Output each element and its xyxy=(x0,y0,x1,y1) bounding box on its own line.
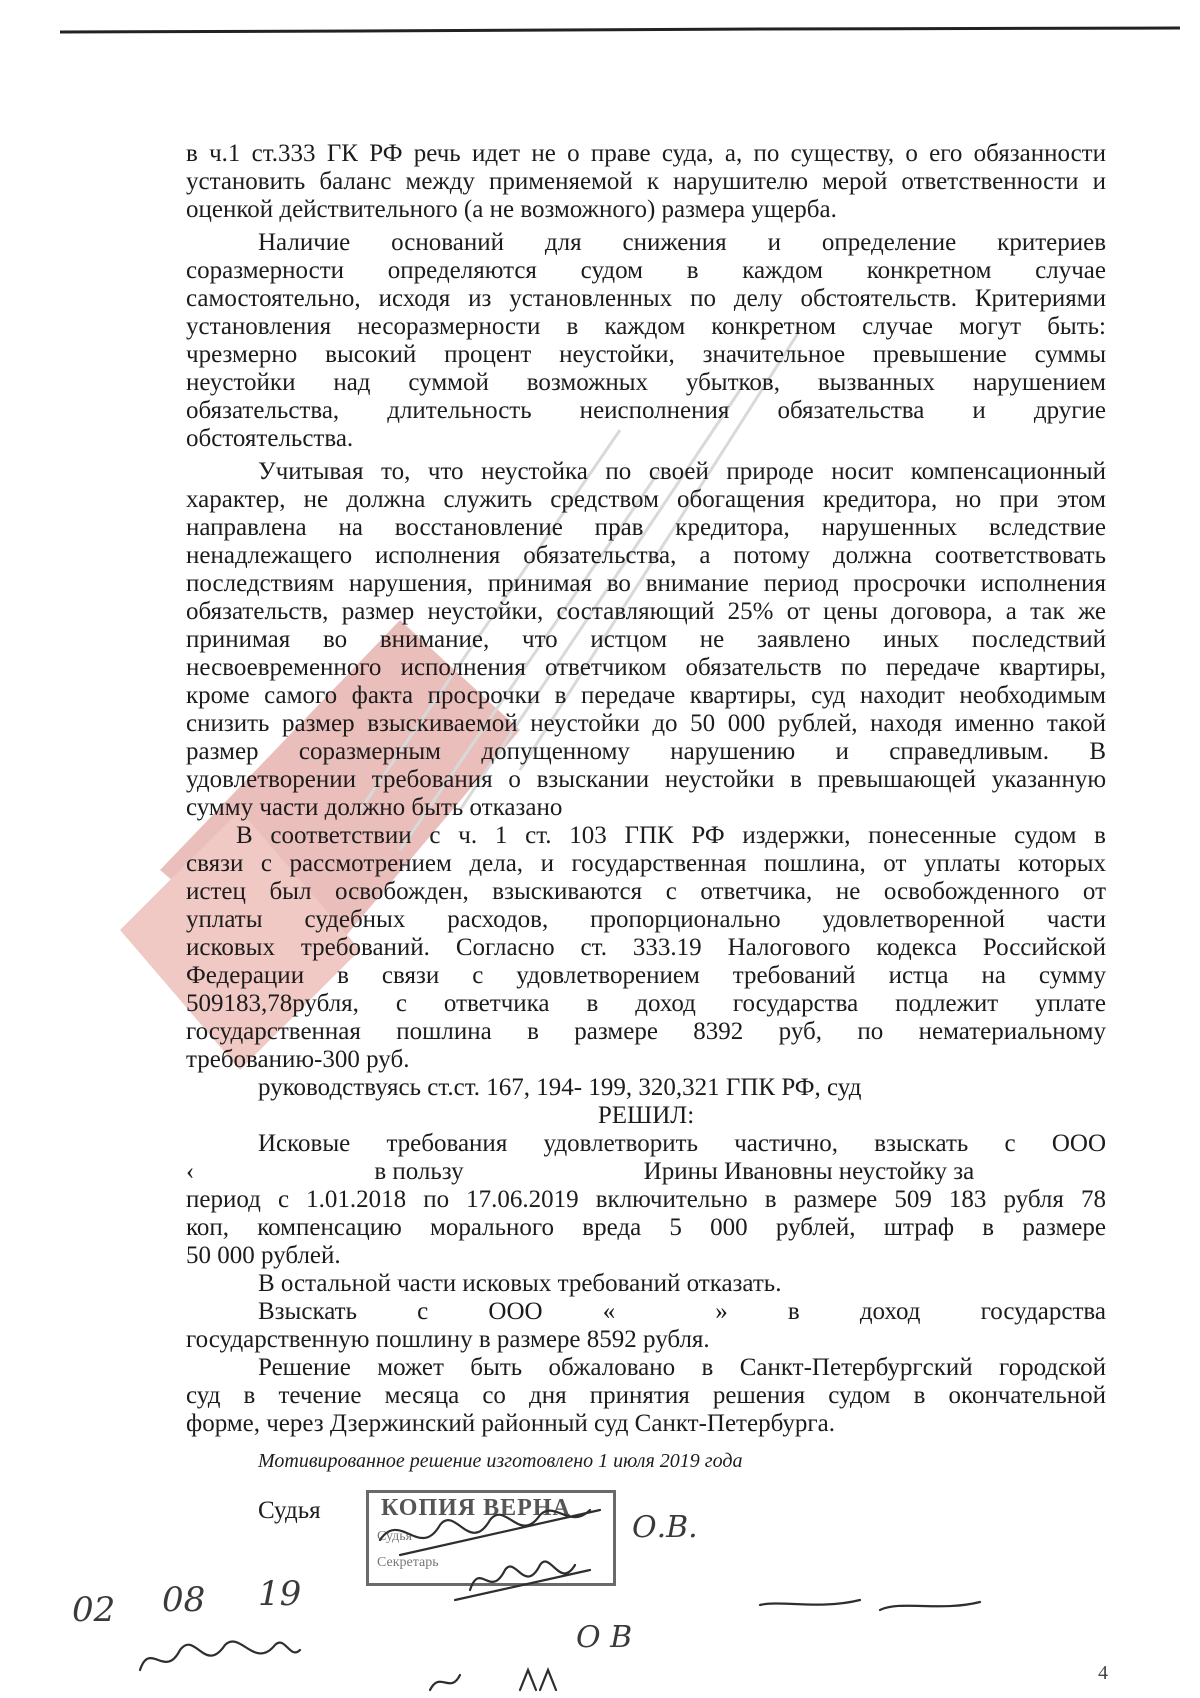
text-line: чрезмерно высокий процент неустойки, значительное превышение суммы xyxy=(186,341,1106,368)
text-line: государственная пошлина в размере 8392 руб, по нематериальному xyxy=(186,1018,1106,1045)
decided-heading: РЕШИЛ: xyxy=(597,1102,695,1129)
stamp-secretary-line: Секретарь xyxy=(377,1555,439,1570)
text-line: 509183,78рубля, с ответчика в доход государства подлежит уплате xyxy=(186,990,1106,1017)
page-number: 4 xyxy=(1098,1662,1108,1684)
stamp-title: КОПИЯ ВЕРНА xyxy=(381,1495,571,1521)
text-line: принимая во внимание, что истцом не заявлено иных последствий xyxy=(186,626,1106,653)
text-line: размер соразмерным допущенному нарушению и справедливым. В xyxy=(186,738,1106,765)
text-line: В соответствии с ч. 1 ст. 103 ГПК РФ издержки, понесенные судом в xyxy=(236,822,1106,849)
text-fragment: ‹ xyxy=(186,1158,195,1185)
text-line: связи с рассмотрением дела, и государственная пошлина, от уплаты которых xyxy=(186,850,1106,877)
text-line: направлена на восстановление прав кредитора, нарушенных вследствие xyxy=(186,514,1106,541)
text-line: Федерации в связи с удовлетворением требований истца на сумму xyxy=(186,962,1106,989)
decision-text xyxy=(186,140,1106,1438)
text-line: последствиям нарушения, принимая во внимание период просрочки исполнения xyxy=(186,570,1106,597)
text-fragment: в пользу xyxy=(374,1158,464,1185)
guided-by-line: руководствуясь ст.ст. 167, 194- 199, 320,321 ГПК РФ, суд xyxy=(258,1074,862,1101)
text-line: удовлетворении требования о взыскании неустойки в превышающей указанную xyxy=(186,766,1106,793)
text-line xyxy=(186,1158,1106,1186)
text-line: Исковые требования удовлетворить частично, взыскать с ООО xyxy=(258,1130,1106,1157)
judge-label: Судья xyxy=(258,1497,321,1524)
text-line: Решение может быть обжаловано в Санкт-Петербургский городской xyxy=(258,1354,1106,1381)
text-line: соразмерности определяются судом в каждом конкретном случае xyxy=(186,257,1106,284)
text-line: кроме самого факта просрочки в передаче квартиры, суд находит необходимым xyxy=(186,682,1106,709)
text-line: неустойки над суммой возможных убытков, вызванных нарушением xyxy=(186,369,1106,396)
text-line: 50 000 рублей. xyxy=(186,1242,341,1269)
text-line: государственную пошлину в размере 8592 рубля. xyxy=(186,1326,710,1353)
text-line: сумму части должно быть отказано xyxy=(186,794,563,821)
text-line: несвоевременного исполнения ответчиком обязательств по передаче квартиры, xyxy=(186,654,1106,681)
text-line: характер, не должна служить средством обогащения кредитора, но при этом xyxy=(186,486,1106,513)
text-line: установления несоразмерности в каждом конкретном случае могут быть: xyxy=(186,313,1106,340)
scan-top-edge-line xyxy=(60,26,1180,36)
text-line: в ч.1 ст.333 ГК РФ речь идет не о праве суда, а, по существу, о его обязанности xyxy=(186,140,1106,167)
handwritten-date-day: 02 xyxy=(72,1590,116,1630)
text-line: снизить размер взыскиваемой неустойки до 50 000 рублей, находя именно такой xyxy=(186,710,1106,737)
text-line: требованию-300 руб. xyxy=(186,1046,410,1073)
text-line: обязательств, размер неустойки, составляющий 25% от цены договора, а так же xyxy=(186,598,1106,625)
text-line: обстоятельства. xyxy=(186,425,354,452)
text-line xyxy=(186,1298,1106,1326)
text-line: Учитывая то, что неустойка по своей природе носит компенсационный xyxy=(258,458,1106,485)
handwritten-date-month: 08 xyxy=(162,1580,206,1620)
text-fragment: » в доход государства xyxy=(715,1298,1106,1325)
handwritten-initials-1: О.В. xyxy=(632,1510,698,1545)
text-line: оценкой действительного (а не возможного) размера ущерба. xyxy=(186,196,837,223)
text-line: ненадлежащего исполнения обязательства, а потому должна соответствовать xyxy=(186,542,1106,569)
text-line: форме, через Дзержинский районный суд Санкт-Петербурга. xyxy=(186,1410,835,1437)
text-line: суд в течение месяца со дня принятия решения судом в окончательной xyxy=(186,1382,1106,1409)
text-line: В остальной части исковых требований отказать. xyxy=(258,1270,782,1297)
text-line: исковых требований. Согласно ст. 333.19 Налогового кодекса Российской xyxy=(186,934,1106,961)
text-line: самостоятельно, исходя из установленных по делу обстоятельств. Критериями xyxy=(186,285,1106,312)
handwritten-initials-2: О В xyxy=(576,1620,633,1655)
text-line: истец был освобожден, взыскиваются с ответчика, не освобожденного от xyxy=(186,878,1106,905)
handwritten-date-year: 19 xyxy=(258,1574,302,1614)
text-fragment: Взыскать с ООО « xyxy=(258,1298,616,1325)
reasoned-decision-note: Мотивированное решение изготовлено 1 июля 2019 года xyxy=(258,1450,743,1472)
text-line: уплаты судебных расходов, пропорционально удовлетворенной части xyxy=(186,906,1106,933)
stamp-judge-line: Судья xyxy=(377,1529,413,1544)
certified-copy-stamp xyxy=(366,1490,616,1586)
text-line: коп, компенсацию морального вреда 5 000 рублей, штраф в размере xyxy=(186,1214,1106,1241)
text-line: Наличие оснований для снижения и определение критериев xyxy=(258,229,1106,256)
text-line: установить баланс между применяемой к нарушителю мерой ответственности и xyxy=(186,168,1106,195)
text-line: период с 1.01.2018 по 17.06.2019 включительно в размере 509 183 рубля 78 xyxy=(186,1186,1106,1213)
text-line: обязательства, длительность неисполнения обязательства и другие xyxy=(186,397,1106,424)
text-fragment: Ирины Ивановны неустойку за xyxy=(643,1158,975,1185)
